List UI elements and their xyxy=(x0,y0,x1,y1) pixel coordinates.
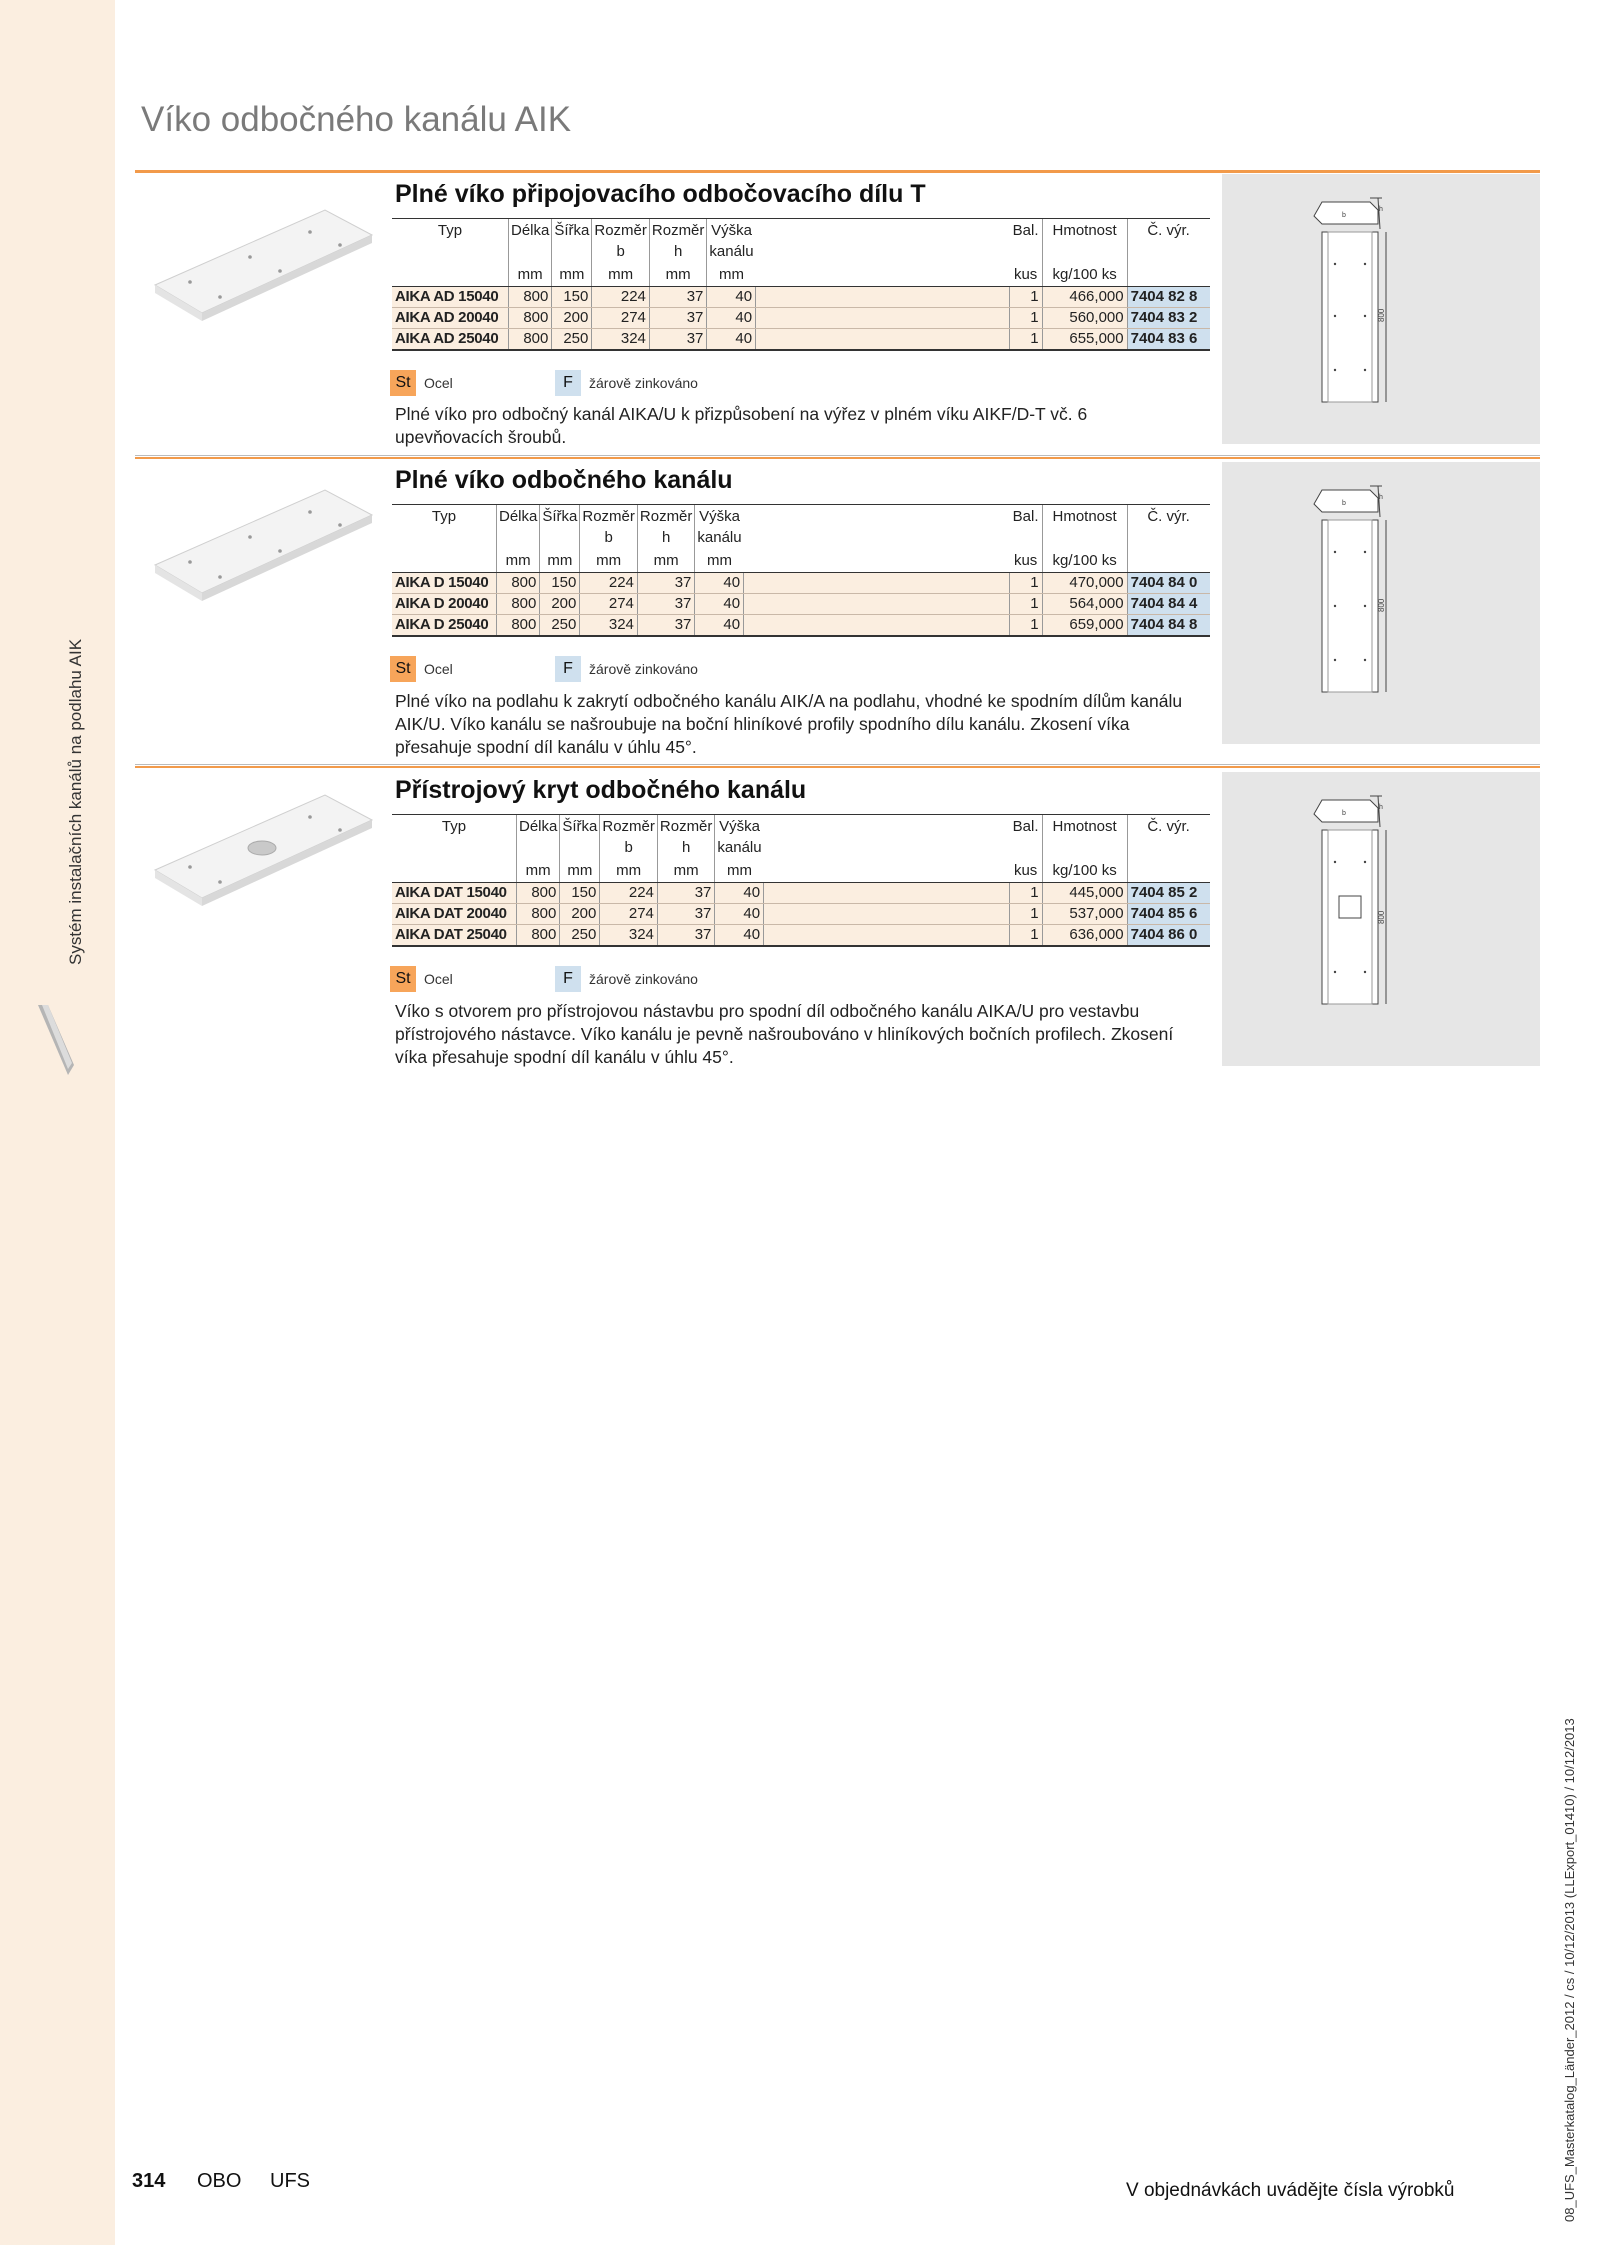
material-label: Ocel xyxy=(424,971,453,987)
order-note: V objednávkách uvádějte čísla výrobků xyxy=(1126,2180,1455,2201)
section-divider xyxy=(135,170,1540,173)
table-row: AIKA AD 15040 800 150 224 37 40 1 466,000 7404 82 8 xyxy=(392,287,1210,308)
svg-text:h: h xyxy=(1379,804,1383,811)
technical-drawing xyxy=(1222,772,1540,1066)
section-code: UFS xyxy=(270,2170,310,2192)
svg-text:h: h xyxy=(1379,206,1383,213)
col-cvyr: Č. výr. xyxy=(1127,815,1210,860)
col-rozmer-h: Rozměr h xyxy=(637,505,695,550)
col-rozmer-h: Rozměr h xyxy=(657,815,715,860)
table-row: AIKA D 15040 800 150 224 37 40 1 470,000 7404 84 0 xyxy=(392,573,1210,594)
col-hmotnost: Hmotnost xyxy=(1042,815,1127,860)
technical-drawing xyxy=(1222,462,1540,744)
svg-text:b: b xyxy=(1342,810,1346,817)
col-cvyr: Č. výr. xyxy=(1127,219,1210,264)
section-title: Plné víko připojovacího odbočovacího dílu T xyxy=(395,180,926,208)
table-row: AIKA D 20040 800 200 274 37 40 1 564,000 7404 84 4 xyxy=(392,594,1210,615)
col-sirka: Šířka xyxy=(540,505,580,550)
col-typ: Typ xyxy=(392,219,509,264)
page-number: 314 xyxy=(132,2170,166,2192)
cover-product-image xyxy=(150,205,375,325)
svg-text:h: h xyxy=(1379,494,1383,501)
col-delka: Délka xyxy=(517,815,560,860)
table-row: AIKA DAT 20040 800 200 274 37 40 1 537,000 7404 85 6 xyxy=(392,904,1210,925)
col-hmotnost: Hmotnost xyxy=(1042,219,1127,264)
col-vyska: Výška kanálu xyxy=(715,815,764,860)
material-code-st: St xyxy=(390,370,416,396)
finish-label: žárově zinkováno xyxy=(589,971,698,987)
col-rozmer-b: Rozměr b xyxy=(580,505,638,550)
table-row: AIKA D 25040 800 250 324 37 40 1 659,000 7404 84 8 xyxy=(392,615,1210,637)
svg-text:800: 800 xyxy=(1377,598,1386,612)
sidebar-band xyxy=(0,0,115,2245)
col-typ: Typ xyxy=(392,505,497,550)
material-code-st: St xyxy=(390,966,416,992)
finish-label: žárově zinkováno xyxy=(589,661,698,677)
print-metadata: 08_UFS_Masterkatalog_Länder_2012 / cs / 10/12/2013 (LLExport_01410) / 10/12/2013 xyxy=(1562,1718,1577,2222)
section-title: Přístrojový kryt odbočného kanálu xyxy=(395,776,807,804)
col-vyska: Výška kanálu xyxy=(695,505,744,550)
col-cvyr: Č. výr. xyxy=(1127,505,1210,550)
spec-table: Typ Délka Šířka Rozměr b Rozměr h Výška kanálu Bal. Hmotnost Č. výr. mm mm mm mm mm kus kg/100 ks AIKA AD 15040 800 150 224 37 40 1 466,000 7404 82 8 AIKA AD 20040 800 200 274 37 40 1 560,000 7404 83 2 AIKA AD 25040 800 250 324 37 40 1 655,000 7404 83 6 xyxy=(392,218,1210,351)
section-divider xyxy=(135,457,1540,459)
spec-table: Typ Délka Šířka Rozměr b Rozměr h Výška kanálu Bal. Hmotnost Č. výr. mm mm mm mm mm kus kg/100 ks AIKA D 15040 800 150 224 37 40 1 470,000 7404 84 0 AIKA D 20040 800 200 274 37 40 1 564,000 7404 84 4 AIKA D 25040 800 250 324 37 40 1 659,000 7404 84 8 xyxy=(392,504,1210,637)
product-description: Plné víko na podlahu k zakrytí odbočného kanálu AIK/A na podlahu, vhodné ke spodním dílům kanálu AIK/U. Víko kanálu se našroubuje na boční hliníkové profily spodního dílu kanálu. Zkosení víka přesahuje spodní díl kanálu v úhlu 45°. xyxy=(395,691,1183,757)
col-sirka: Šířka xyxy=(560,815,600,860)
col-hmotnost: Hmotnost xyxy=(1042,505,1127,550)
sidebar-section-label: Systém instalačních kanálů na podlahu AIK xyxy=(66,638,85,965)
col-rozmer-b: Rozměr b xyxy=(592,219,650,264)
col-vyska: Výška kanálu xyxy=(707,219,756,264)
table-row: AIKA AD 20040 800 200 274 37 40 1 560,000 7404 83 2 xyxy=(392,308,1210,329)
table-row: AIKA DAT 15040 800 150 224 37 40 1 445,000 7404 85 2 xyxy=(392,883,1210,904)
finish-code-f: F xyxy=(555,656,581,682)
technical-drawing xyxy=(1222,174,1540,444)
channel-profile-icon xyxy=(38,1005,74,1075)
section-title: Plné víko odbočného kanálu xyxy=(395,466,733,494)
section-divider xyxy=(135,764,1540,765)
col-sirka: Šířka xyxy=(552,219,592,264)
col-typ: Typ xyxy=(392,815,517,860)
svg-text:b: b xyxy=(1342,500,1346,507)
material-label: Ocel xyxy=(424,661,453,677)
material-label: Ocel xyxy=(424,375,453,391)
brand-name: OBO xyxy=(197,2170,242,2192)
device-cover-product-image xyxy=(150,790,375,910)
col-bal: Bal. xyxy=(1010,505,1043,550)
finish-label: žárově zinkováno xyxy=(589,375,698,391)
svg-text:800: 800 xyxy=(1377,308,1386,322)
product-description: Plné víko pro odbočný kanál AIKA/U k přizpůsobení na výřez v plném víku AIKF/D-T vč. 6 upevňovacích šroubů. xyxy=(395,404,1088,447)
svg-text:800: 800 xyxy=(1377,910,1386,924)
finish-code-f: F xyxy=(555,370,581,396)
product-description: Víko s otvorem pro přístrojovou nástavbu pro spodní díl odbočného kanálu AIKA/U pro vestavbu přístrojového nástavce. Víko kanálu je pevně našroubováno v hliníkových bočních profilech. Zkosení víka přesahuje spodní díl kanálu v úhlu 45°. xyxy=(395,1001,1174,1067)
section-divider xyxy=(135,766,1540,768)
col-rozmer-b: Rozměr b xyxy=(600,815,658,860)
spec-table: Typ Délka Šířka Rozměr b Rozměr h Výška kanálu Bal. Hmotnost Č. výr. mm mm mm mm mm kus kg/100 ks AIKA DAT 15040 800 150 224 37 40 1 445,000 7404 85 2 AIKA DAT 20040 800 200 274 37 40 1 537,000 7404 85 6 AIKA DAT 25040 800 250 324 37 40 1 636,000 7404 86 0 xyxy=(392,814,1210,947)
cover-product-image xyxy=(150,485,375,605)
col-bal: Bal. xyxy=(1010,815,1043,860)
col-bal: Bal. xyxy=(1010,219,1043,264)
table-row: AIKA AD 25040 800 250 324 37 40 1 655,000 7404 83 6 xyxy=(392,329,1210,351)
material-code-st: St xyxy=(390,656,416,682)
page-title: Víko odbočného kanálu AIK xyxy=(141,100,572,139)
col-rozmer-h: Rozměr h xyxy=(649,219,707,264)
table-row: AIKA DAT 25040 800 250 324 37 40 1 636,000 7404 86 0 xyxy=(392,925,1210,947)
finish-code-f: F xyxy=(555,966,581,992)
col-delka: Délka xyxy=(497,505,540,550)
col-delka: Délka xyxy=(509,219,552,264)
section-divider xyxy=(135,455,1540,456)
svg-text:b: b xyxy=(1342,212,1346,219)
